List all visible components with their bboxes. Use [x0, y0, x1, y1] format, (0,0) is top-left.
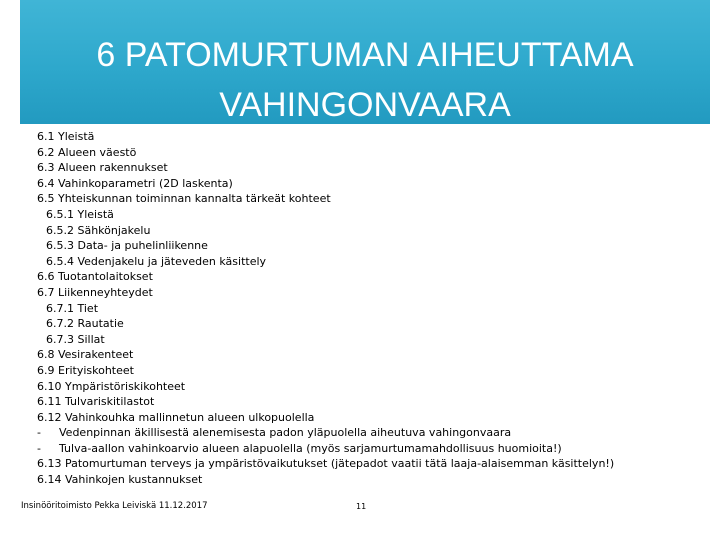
toc-item — [37, 176, 707, 192]
toc-item — [37, 191, 707, 207]
toc-item-text: 6.5.3 Data- ja puhelinliikenne — [46, 239, 208, 253]
toc-item-text: 6.11 Tulvariskitilastot — [37, 395, 155, 409]
toc-item — [37, 285, 707, 301]
title-banner — [20, 0, 710, 124]
toc-item — [37, 254, 707, 270]
toc-item — [37, 129, 707, 145]
toc-item-text: 6.5.2 Sähkönjakelu — [46, 223, 151, 237]
toc-item-text: Vedenpinnan äkillisestä alenemisesta padon yläpuolella aiheutuva vahingonvaara — [59, 426, 512, 440]
toc-item — [37, 410, 707, 426]
toc-item-text: 6.3 Alueen rakennukset — [37, 161, 168, 175]
toc-item-bullet: - — [37, 441, 41, 455]
toc-item-text: 6.5.4 Vedenjakelu ja jäteveden käsittely — [46, 254, 267, 268]
toc-item-text: 6.5.1 Yleistä — [46, 207, 114, 221]
toc-item — [37, 207, 707, 223]
toc-item — [37, 379, 707, 395]
toc-item — [37, 316, 707, 332]
toc-item-text: 6.12 Vahinkouhka mallinnetun alueen ulkopuolella — [37, 410, 315, 424]
toc-item-text: 6.2 Alueen väestö — [37, 145, 137, 159]
toc-item-bullet: - — [37, 426, 41, 440]
toc-item — [37, 363, 707, 379]
toc-item — [37, 238, 707, 254]
toc-item-text: 6.5 Yhteiskunnan toiminnan kannalta tärkeät kohteet — [37, 192, 331, 206]
toc-item — [37, 441, 707, 457]
toc-item-text: 6.4 Vahinkoparametri (2D laskenta) — [37, 176, 233, 190]
toc-item-text: 6.8 Vesirakenteet — [37, 348, 134, 362]
slide-title-line-2: VAHINGONVAARA — [219, 86, 511, 124]
toc-item-text: 6.6 Tuotantolaitokset — [37, 270, 153, 284]
toc-item-text: 6.7.3 Sillat — [46, 332, 105, 346]
slide-title — [20, 30, 710, 130]
toc-item — [37, 145, 707, 161]
table-of-contents — [37, 129, 707, 488]
toc-item — [37, 456, 707, 472]
toc-item-text: 6.14 Vahinkojen kustannukset — [37, 473, 203, 487]
toc-item-text: 6.1 Yleistä — [37, 130, 95, 143]
toc-item-text: 6.7 Liikenneyhteydet — [37, 285, 153, 299]
toc-item — [37, 160, 707, 176]
toc-item — [37, 332, 707, 348]
toc-item — [37, 394, 707, 410]
toc-item-text: 6.13 Patomurtuman terveys ja ympäristövaikutukset (jätepadot vaatii tätä laaja-alaisemman käsittelyn!) — [37, 457, 615, 471]
toc-item-text: 6.9 Erityiskohteet — [37, 363, 134, 377]
toc-item-text: 6.7.1 Tiet — [46, 301, 99, 315]
footer-author-date: Insinööritoimisto Pekka Leiviskä 11.12.2017 — [21, 501, 208, 511]
toc-item — [37, 347, 707, 363]
toc-item — [37, 472, 707, 488]
toc-item — [37, 269, 707, 285]
footer-page-number: 11 — [356, 502, 367, 511]
toc-item — [37, 301, 707, 317]
toc-item — [37, 223, 707, 239]
toc-item-text: Tulva-aallon vahinkoarvio alueen alapuolella (myös sarjamurtumamahdollisuus huomioita!) — [59, 441, 562, 455]
slide-title-line-1: 6 PATOMURTUMAN AIHEUTTAMA — [96, 36, 634, 74]
toc-item-text: 6.10 Ympäristöriskikohteet — [37, 379, 186, 393]
toc-item — [37, 425, 707, 441]
toc-item-text: 6.7.2 Rautatie — [46, 317, 124, 331]
